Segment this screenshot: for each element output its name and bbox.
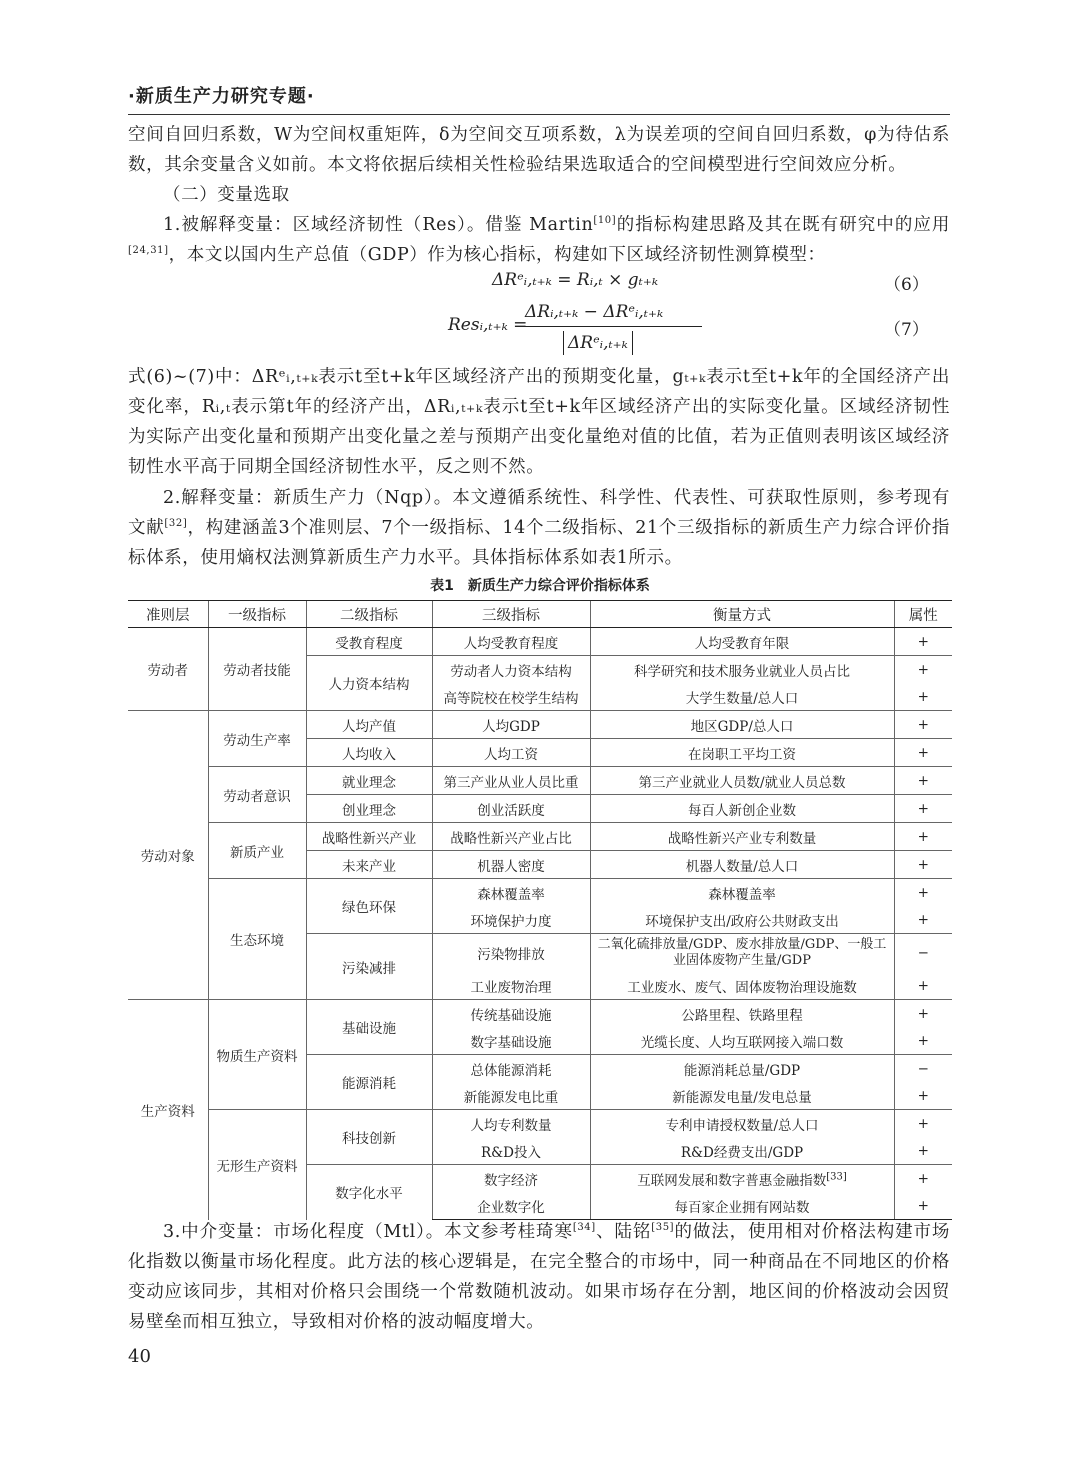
layer-cell: 劳动对象 [128,711,208,1000]
attribute-cell: − [894,934,952,973]
level2-cell: 能源消耗 [306,1055,432,1110]
attribute-cell: + [894,767,952,795]
level3-cell: 人均工资 [432,739,590,767]
level2-cell: 人均产值 [306,711,432,739]
level1-cell: 生态环境 [208,879,306,1000]
table-row [128,767,952,795]
col-header-attribute: 属性 [894,601,952,628]
level2-cell: 受教育程度 [306,628,432,656]
level3-cell: R&D投入 [432,1137,590,1165]
measure-cell: 大学生数量/总人口 [590,683,894,711]
level3-cell: 传统基础设施 [432,1000,590,1028]
level3-cell: 环境保护力度 [432,906,590,934]
level2-cell: 数字化水平 [306,1165,432,1220]
level2-cell: 科技创新 [306,1110,432,1165]
col-header-layer: 准则层 [128,601,208,628]
attribute-cell: + [894,1082,952,1110]
level2-cell: 绿色环保 [306,879,432,934]
level3-cell: 劳动者人力资本结构 [432,656,590,684]
attribute-cell: + [894,972,952,1000]
level3-cell: 人均受教育程度 [432,628,590,656]
attribute-cell: + [894,823,952,851]
measure-cell: 互联网发展和数字普惠金融指数[33] [590,1165,894,1193]
col-header-measure: 衡量方式 [590,601,894,628]
layer-cell: 生产资料 [128,1000,208,1220]
level3-cell: 战略性新兴产业占比 [432,823,590,851]
attribute-cell: + [894,1165,952,1193]
section-heading-variables: （二）变量选取 [163,185,290,205]
level3-cell: 机器人密度 [432,851,590,879]
measure-cell: 能源消耗总量/GDP [590,1055,894,1083]
measure-cell: 新能源发电量/发电总量 [590,1082,894,1110]
level2-cell: 人力资本结构 [306,656,432,711]
page-number: 40 [128,1346,151,1367]
measure-cell: 环境保护支出/政府公共财政支出 [590,906,894,934]
table-row [128,1110,952,1138]
attribute-cell: + [894,879,952,907]
citation-10: [10] [593,215,617,227]
measure-cell: 光缆长度、人均互联网接入端口数 [590,1027,894,1055]
equation-7-numerator: ΔRᵢ,ₜ₊ₖ − ΔRᵉᵢ,ₜ₊ₖ [525,302,664,322]
attribute-cell: + [894,739,952,767]
level1-cell: 劳动者意识 [208,767,306,823]
table-header-row [128,601,952,628]
paragraph-equation-explanation: 式(6)~(7)中：ΔRᵉᵢ,ₜ₊ₖ表示t至t+k年区域经济产出的预期变化量，gₜ₊ₖ表示t至t+k年的全国经济产出变化率，Rᵢ,ₜ表示第t年的经济产出，ΔRᵢ,ₜ₊ₖ表示t至t+k年区域经济产出的实际变化量。区域经济韧性为实际产出变化量和预期产出变化量之差与预期产出变化量绝对值的比值，若为正值则表明该区域经济韧性水平高于同期全国经济韧性水平，反之则不然。 [128,367,950,477]
attribute-cell: + [894,1110,952,1138]
measure-cell: 每百人新创企业数 [590,795,894,823]
equation-6: ΔRᵉᵢ,ₜ₊ₖ = Rᵢ,ₜ × gₜ₊ₖ [492,270,659,290]
col-header-level1: 一级指标 [208,601,306,628]
level2-cell: 战略性新兴产业 [306,823,432,851]
level1-cell: 新质产业 [208,823,306,879]
equation-7-number: （7） [884,320,929,340]
layer-cell: 劳动者 [147,663,188,679]
level2-cell: 污染减排 [306,934,432,1000]
table-row [128,879,952,907]
measure-cell: 森林覆盖率 [590,879,894,907]
level3-cell: 森林覆盖率 [432,879,590,907]
table-row [128,823,952,851]
measure-cell: 人均受教育年限 [590,628,894,656]
measure-cell: 第三产业就业人员数/就业人员总数 [590,767,894,795]
level1-cell: 劳动者技能 [208,628,306,711]
level1-cell: 劳动生产率 [208,711,306,767]
fraction-bar [522,326,702,327]
attribute-cell: + [894,795,952,823]
measure-cell: 机器人数量/总人口 [590,851,894,879]
citation-34: [34] [572,1222,596,1234]
attribute-cell: + [894,1000,952,1028]
measure-cell: R&D经费支出/GDP [590,1137,894,1165]
measure-cell: 每百家企业拥有网站数 [590,1192,894,1220]
level1-cell: 无形生产资料 [208,1110,306,1220]
table-row [128,628,952,656]
citation-33: [33] [826,1171,847,1182]
citation-35: [35] [651,1222,675,1234]
attribute-cell: + [894,711,952,739]
attribute-cell: + [894,628,952,656]
running-header: ·新质生产力研究专题· [128,84,950,115]
measure-cell: 二氧化硫排放量/GDP、废水排放量/GDP、一般工业固体废物产生量/GDP [590,934,894,973]
attribute-cell: + [894,851,952,879]
attribute-cell: − [894,1055,952,1083]
measure-cell: 工业废水、废气、固体废物治理设施数 [590,972,894,1000]
level3-cell: 新能源发电比重 [432,1082,590,1110]
attribute-cell: + [894,683,952,711]
level3-cell: 数字基础设施 [432,1027,590,1055]
attribute-cell: + [894,656,952,684]
table-caption: 表1 新质生产力综合评价指标体系 [430,578,650,594]
measure-cell: 科学研究和技术服务业就业人员占比 [590,656,894,684]
attribute-cell: + [894,1192,952,1220]
col-header-level2: 二级指标 [306,601,432,628]
paragraph-mediating-variable: 3.中介变量：市场化程度（Mtl）。本文参考桂琦寒[34]、陆铭[35]的做法，使用相对价格法构建市场化指数以衡量市场化程度。此方法的核心逻辑是，在完全整合的市场中，同一种商品在不同地区的价格变动应该同步，其相对价格只会围绕一个常数随机波动。如果市场存在分割，地区间的价格波动会因贸易壁垒而相互独立，导致相对价格的波动幅度增大。 [128,1222,950,1332]
level3-cell: 人均专利数量 [432,1110,590,1138]
level3-cell: 人均GDP [432,711,590,739]
paragraph-explanatory-variable: 2.解释变量：新质生产力（Nqp）。本文遵循系统性、科学性、代表性、可获取性原则，参考现有文献[32]，构建涵盖3个准则层、7个一级指标、14个二级指标、21个三级指标的新质生产力综合评价指标体系，使用熵权法测算新质生产力水平。具体指标体系如表1所示。 [128,488,951,568]
level3-cell: 污染物排放 [432,934,590,973]
paragraph-dependent-variable: 1.被解释变量：区域经济韧性（Res）。借鉴 Martin[10]的指标构建思路及其在既有研究中的应用[24,31]，本文以国内生产总值（GDP）作为核心指标，构建如下区域经济韧性测算模型： [128,215,950,265]
measure-cell: 战略性新兴产业专利数量 [590,823,894,851]
level1-cell: 物质生产资料 [208,1000,306,1110]
col-header-level3: 三级指标 [432,601,590,628]
attribute-cell: + [894,906,952,934]
citation-24-31: [24,31] [128,245,169,257]
level3-cell: 高等院校在校学生结构 [432,683,590,711]
level2-cell: 就业理念 [306,767,432,795]
level3-cell: 第三产业从业人员比重 [432,767,590,795]
measure-cell: 公路里程、铁路里程 [590,1000,894,1028]
equation-7-lhs: Resᵢ,ₜ₊ₖ = [448,315,528,335]
table-row [128,711,952,739]
measure-cell: 地区GDP/总人口 [590,711,894,739]
level2-cell: 基础设施 [306,1000,432,1055]
attribute-cell: + [894,1027,952,1055]
citation-32: [32] [164,518,188,530]
table-row [128,1000,952,1028]
attribute-cell: + [894,1137,952,1165]
level3-cell: 数字经济 [432,1165,590,1193]
level3-cell: 企业数字化 [432,1192,590,1220]
level2-cell: 创业理念 [306,795,432,823]
equation-7 [448,302,780,358]
level2-cell: 人均收入 [306,739,432,767]
level3-cell: 工业废物治理 [432,972,590,1000]
level3-cell: 总体能源消耗 [432,1055,590,1083]
measure-cell: 在岗职工平均工资 [590,739,894,767]
level2-cell: 未来产业 [306,851,432,879]
level3-cell: 创业活跃度 [432,795,590,823]
equation-6-number: （6） [884,275,929,295]
indicator-table [128,600,952,1220]
paragraph-spatial-model: 空间自回归系数，W为空间权重矩阵，δ为空间交互项系数，λ为误差项的空间自回归系数，φ为待估系数，其余变量含义如前。本文将依据后续相关性检验结果选取适合的空间模型进行空间效应分析。 [128,125,950,175]
equation-7-denominator: ΔRᵉᵢ,ₜ₊ₖ [563,331,633,355]
measure-cell: 专利申请授权数量/总人口 [590,1110,894,1138]
